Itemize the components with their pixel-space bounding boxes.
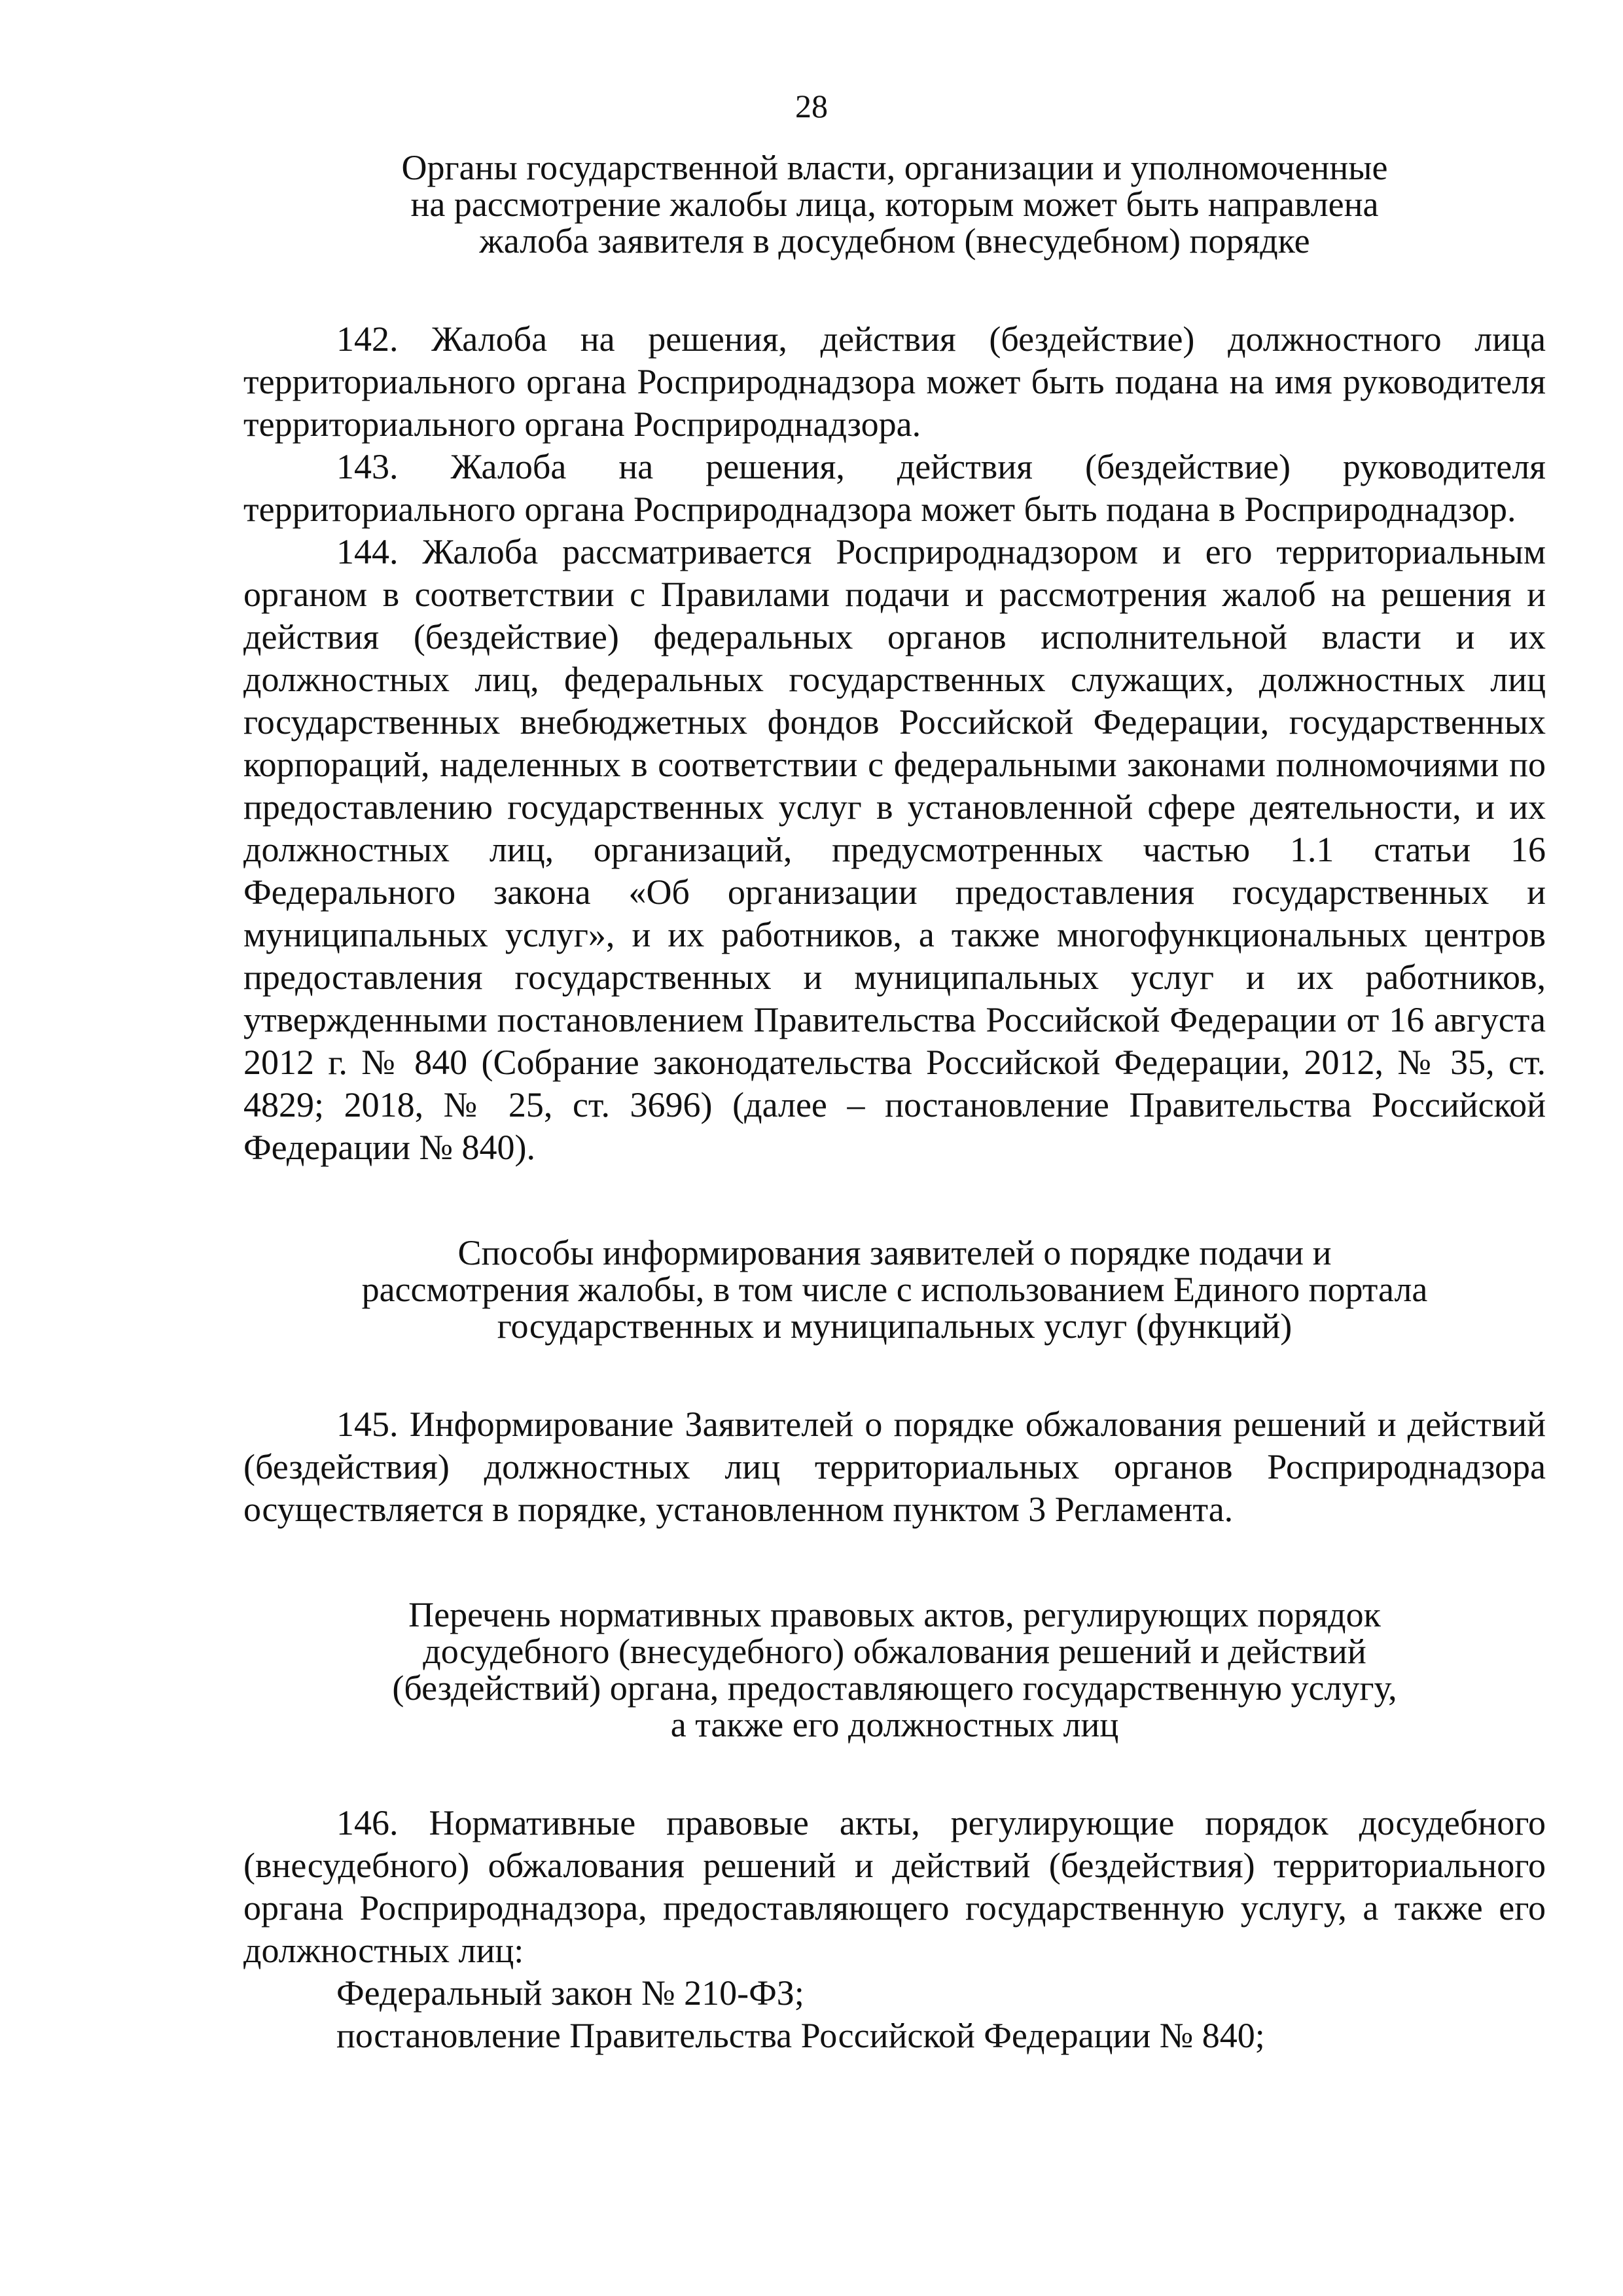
heading-line: Способы информирования заявителей о порядке подачи и — [457, 1233, 1332, 1272]
paragraph-146: 146. Нормативные правовые акты, регулирующие порядок досудебного (внесудебного) обжалования решений и действий (бездействия) территориального органа Росприроднадзора, предоставляющего государственную услугу, а также его должностных лиц: — [243, 1803, 1546, 1970]
heading-line: рассмотрения жалобы, в том числе с использованием Единого портала — [361, 1270, 1428, 1309]
section-heading-informing-methods — [243, 1234, 1546, 1344]
paragraph-143: 143. Жалоба на решения, действия (бездействие) руководителя территориального органа Росприроднадзора может быть подана в Росприроднадзор. — [243, 447, 1546, 529]
document-body — [243, 149, 1546, 2057]
list-item-federal-law: Федеральный закон № 210-ФЗ; — [336, 1973, 804, 2013]
paragraph-142: 142. Жалоба на решения, действия (бездействие) должностного лица территориального органа Росприроднадзора может быть подана на имя руководителя территориального органа Росприроднадзора. — [243, 319, 1546, 444]
heading-line: Органы государственной власти, организации и уполномоченные — [401, 148, 1388, 187]
paragraph-145: 145. Информирование Заявителей о порядке обжалования решений и действий (бездействия) должностных лиц территориальных органов Росприроднадзора осуществляется в порядке, установленном пунктом 3 Регламента. — [243, 1405, 1546, 1529]
page-number: 28 — [795, 88, 828, 124]
heading-line: (бездействий) органа, предоставляющего государственную услугу, — [392, 1668, 1397, 1708]
heading-line: государственных и муниципальных услуг (функций) — [497, 1306, 1293, 1346]
heading-line: досудебного (внесудебного) обжалования решений и действий — [423, 1632, 1366, 1671]
list-item-government-decree: постановление Правительства Российской Федерации № 840; — [336, 2016, 1265, 2055]
heading-line: а также его должностных лиц — [670, 1705, 1119, 1744]
heading-line: на рассмотрение жалобы лица, которым может быть направлена — [410, 185, 1379, 224]
section-heading-regulatory-acts — [243, 1596, 1546, 1743]
heading-line: Перечень нормативных правовых актов, регулирующих порядок — [408, 1595, 1381, 1634]
heading-line: жалоба заявителя в досудебном (внесудебном) порядке — [479, 221, 1310, 260]
section-heading-complaint-bodies — [243, 149, 1546, 259]
paragraph-144: 144. Жалоба рассматривается Росприроднадзором и его территориальным органом в соответствии с Правилами подачи и рассмотрения жалоб на решения и действия (бездействие) федеральных органов исполнительной власти и их должностных лиц, федеральных государственных служащих, должностных лиц государственных внебюджетных фондов Российской Федерации, государственных корпораций, наделенных в соответствии с федеральными законами полномочиями по предоставлению государственных услуг в установленной сфере деятельности, и их должностных лиц, организаций, предусмотренных частью 1.1 статьи 16 Федерального закона «Об организации предоставления государственных и муниципальных услуг», и их работников, а также многофункциональных центров предоставления государственных и муниципальных услуг и их работников, утвержденными постановлением Правительства Российской Федерации от 16 августа 2012 г. № 840 (Собрание законодательства Российской Федерации, 2012, № 35, ст. 4829; 2018, № 25, ст. 3696) (далее – постановление Правительства Российской Федерации № 840). — [243, 532, 1546, 1167]
